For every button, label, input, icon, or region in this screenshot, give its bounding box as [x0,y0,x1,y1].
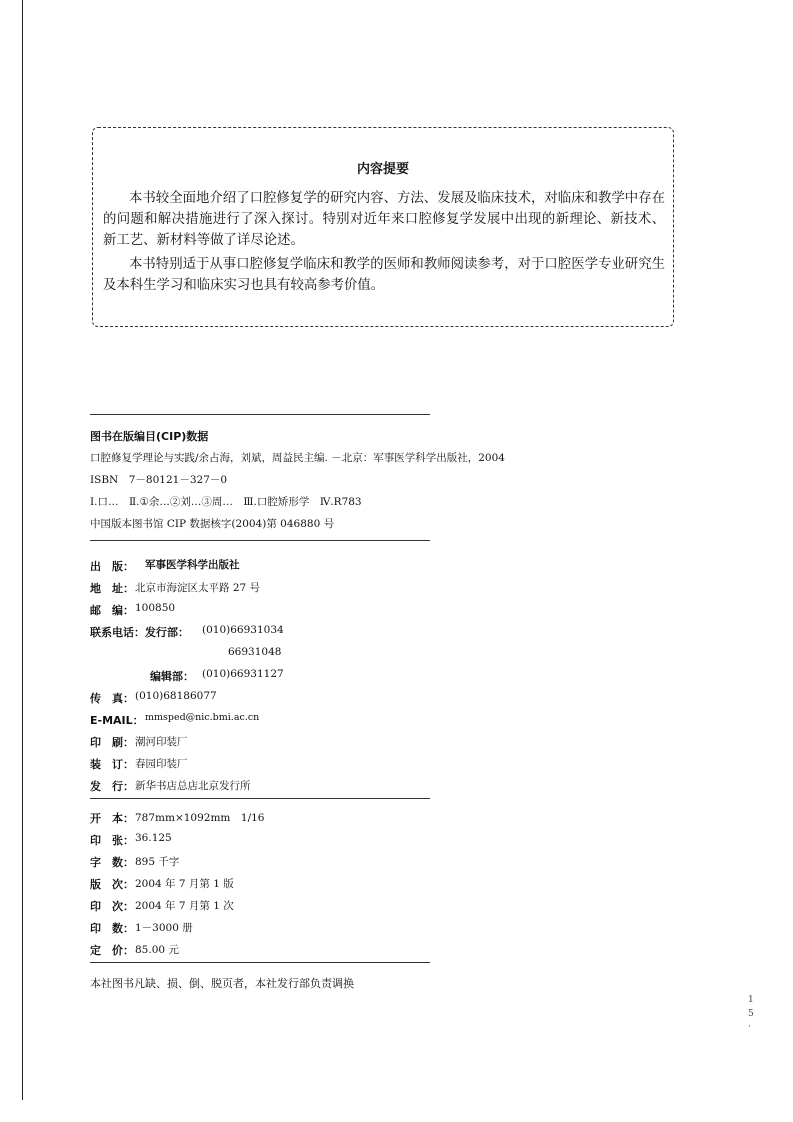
sheets-value: 36.125 [135,832,172,844]
email-label: E-MAIL： [90,714,144,727]
address-value: 北京市海淀区太平路 27 号 [135,582,261,594]
price-value: 85.00 元 [135,944,179,956]
cip-heading: 图书在版编目(CIP)数据 [90,430,209,443]
fax-value: (010)68186077 [135,690,217,702]
distributor-value: 新华书店总店北京发行所 [135,780,251,792]
print-run-label: 印 数： [90,922,134,935]
editorial-label: 编辑部： [150,670,194,683]
edition-value: 2004 年 7 月第 1 版 [135,878,234,890]
fax-label: 传 真： [90,692,134,705]
phone-value: (010)66931034 [202,624,284,636]
page-edge-line [22,0,23,1100]
cip-isbn: ISBN 7－80121－327－0 [90,474,228,486]
word-count-label: 字 数： [90,856,134,869]
phone-value-2: 66931048 [228,646,282,658]
postcode-label: 邮 编： [90,604,134,617]
divider-rule [90,962,430,963]
footer-note: 本社图书凡缺、损、倒、脱页者，本社发行部负责调换 [90,977,354,990]
editorial-value: (010)66931127 [202,668,284,680]
publisher-label: 出 版： [90,560,134,573]
print-run-value: 1－3000 册 [135,922,193,934]
divider-rule [90,798,430,799]
abstract-paragraph-1: 本书较全面地介绍了口腔修复学的研究内容、方法、发展及临床技术，对临床和教学中存在的问题和解决措施进行了深入探讨。特别对近年来口腔修复学发展中出现的新理论、新技术、新工艺、新材料等做了详尽论述。 [103,191,665,248]
distributor-label: 发 行： [90,780,134,793]
phone-label: 联系电话：发行部： [90,626,189,639]
divider-rule [90,414,430,415]
email-value: mmsped@nic.bmi.ac.cn [145,712,260,723]
sheets-label: 印 张： [90,834,134,847]
price-label: 定 价： [90,944,134,957]
abstract-paragraph-2: 本书特别适于从事口腔修复学临床和教学的医师和教师阅读参考，对于口腔医学专业研究生及本科生学习和临床实习也具有较高参考价值。 [103,257,665,293]
abstract-title: 内容提要 [356,162,409,177]
format-label: 开 本： [90,812,134,825]
impression-value: 2004 年 7 月第 1 次 [135,900,234,912]
margin-mark: · [748,1022,751,1032]
edition-label: 版 次： [90,878,134,891]
format-value: 787mm×1092mm 1/16 [135,812,265,824]
printer-label: 印 刷： [90,736,134,749]
divider-rule [90,540,430,541]
publisher-value: 军事医学科学出版社 [145,559,240,571]
address-label: 地 址： [90,582,134,595]
cip-classification: Ⅰ.口… Ⅱ.①余…②刘…③周… Ⅲ.口腔矫形学 Ⅳ.R783 [90,496,362,508]
cip-verification: 中国版本图书馆 CIP 数据核字(2004)第 046880 号 [90,518,335,530]
printer-value: 潮河印装厂 [135,736,188,748]
impression-label: 印 次： [90,900,134,913]
binder-label: 装 订： [90,758,134,771]
abstract-box [92,127,674,327]
cip-title-line: 口腔修复学理论与实践/余占海，刘斌，周益民主编. －北京：军事医学科学出版社，2004 [90,452,505,464]
margin-mark: 1 [748,995,754,1005]
postcode-value: 100850 [135,602,176,614]
word-count-value: 895 千字 [135,856,180,868]
binder-value: 春园印装厂 [135,758,188,770]
margin-mark: 5 [748,1009,754,1019]
